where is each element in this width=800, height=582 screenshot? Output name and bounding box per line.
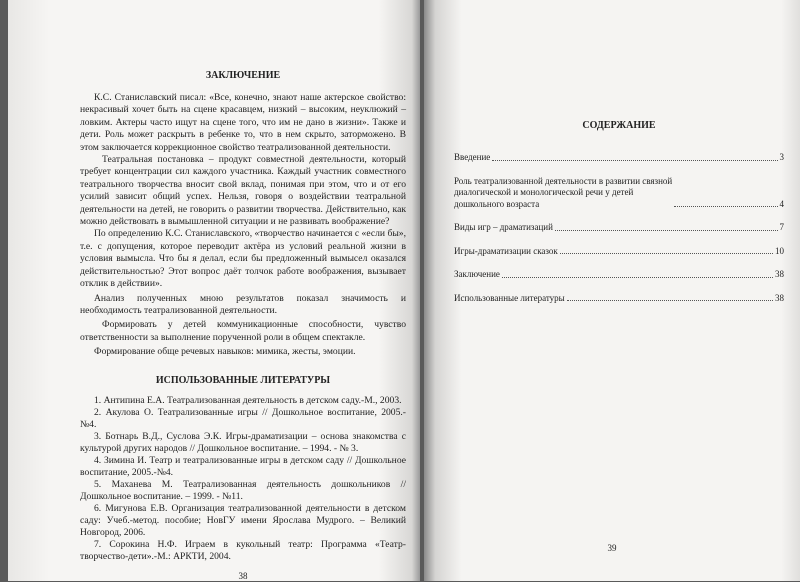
toc-entry[interactable]: Использованные литературы 38 [454,292,784,303]
conclusion-title: ЗАКЛЮЧЕНИЕ [205,70,281,81]
paragraph: К.С. Станиславский писал: «Все, конечно, знают наше актерское свойство: некрасивый хочет быть на сцене красавцем, низкий – высоким, неуклюжий – ловким. Актеры часто ищут на сцене того, что им не дано в жизни». Также и дети. Роль может раскрыть в ребенке то, что в нем скрыто, заторможено. В этом заключается коррекционное свойство театрализованной деятельности. [80,92,406,153]
toc-entry[interactable]: Виды игр – драматизаций 7 [454,222,784,232]
reference-item: 3. Ботнарь В.Д., Суслова Э.К. Игры-драматизации – основа знакомства с культурой других народов // Дошкольное воспитание. – 1994. - № 3. [80,430,406,454]
references-list [80,395,406,563]
paragraph: По определению К.С. Станиславского, «творчество начинается с «если бы», т.е. с допущения, которое переводит актёра из условий реальной жизни в условия вымысла. Что бы я делал, если бы предложенный вымысел оказался действительностью? Этот вопрос даёт толчок работе воображения, вызывает отклик в действии». [80,228,406,290]
reference-item: 1. Антипина Е.А. Театрализованная деятельность в детском саду.-М., 2003. [94,394,402,406]
references-title: ИСПОЛЬЗОВАННЫЕ ЛИТЕРАТУРЫ [155,374,331,386]
page-number: 39 [607,543,617,553]
reference-item: 2. Акулова О. Театрализованные игры // Дошкольное воспитание, 2005.-№4. [80,406,406,430]
page-number: 38 [238,570,248,581]
toc-entry[interactable]: Введение 3 [454,152,784,162]
reference-item: 4. Зимина И. Театр и театрализованные игры в детском саду // Дошкольное воспитание, 2005.-№4. [80,454,406,478]
paragraph: Формировать у детей коммуникационные способности, чувство ответственности за выполнение порученной роли в общем спектакле. [80,319,406,343]
reference-item: 5. Маханева М. Театрализованная деятельность дошкольников // Дошкольное воспитание. – 1999. - №11. [80,478,406,502]
reference-item: 6. Мигунова Е.В. Организация театрализованной деятельности в детском саду: Учеб.-метод. пособие; НовГУ имени Ярослава Мудрого. – Великий Новгород, 2006. [80,502,406,538]
toc-entry[interactable]: Роль театрализованной деятельности в развитии связной диалогической и монологической речи у детей дошкольного возраста 4 [454,175,784,209]
contents-title: СОДЕРЖАНИЕ [582,120,656,131]
toc-entry[interactable]: Заключение 38 [454,269,784,279]
paragraph: Анализ полученных мною результатов показал значимость и необходимость театрализованной деятельности. [80,292,406,316]
paragraph: Формирование обще речевых навыков: мимика, жесты, эмоции. [94,346,356,358]
toc-entry[interactable]: Игры-драматизации сказок 10 [454,245,784,256]
paragraph: Театральная постановка – продукт совместной деятельности, который требует концентрации сил каждого участника. Каждый участник совместного театрального творчества вносит свой вклад, понимая при этом, что и от его усилий зависит общий успех. Нельзя, говоря о воздействии театральной деятельности на детей, не говорить о развитии творчества. Действительно, как можно действовать в вымышленной ситуации и не развивать воображение? [80,154,406,228]
reference-item: 7. Сорокина Н.Ф. Играем в кукольный театр: Программа «Театр-творчество-дети».-М.: АРКТИ, 2004. [80,538,406,562]
conclusion-body [80,92,406,359]
left-page [8,0,420,581]
right-page [424,0,800,581]
table-of-contents [454,152,784,304]
